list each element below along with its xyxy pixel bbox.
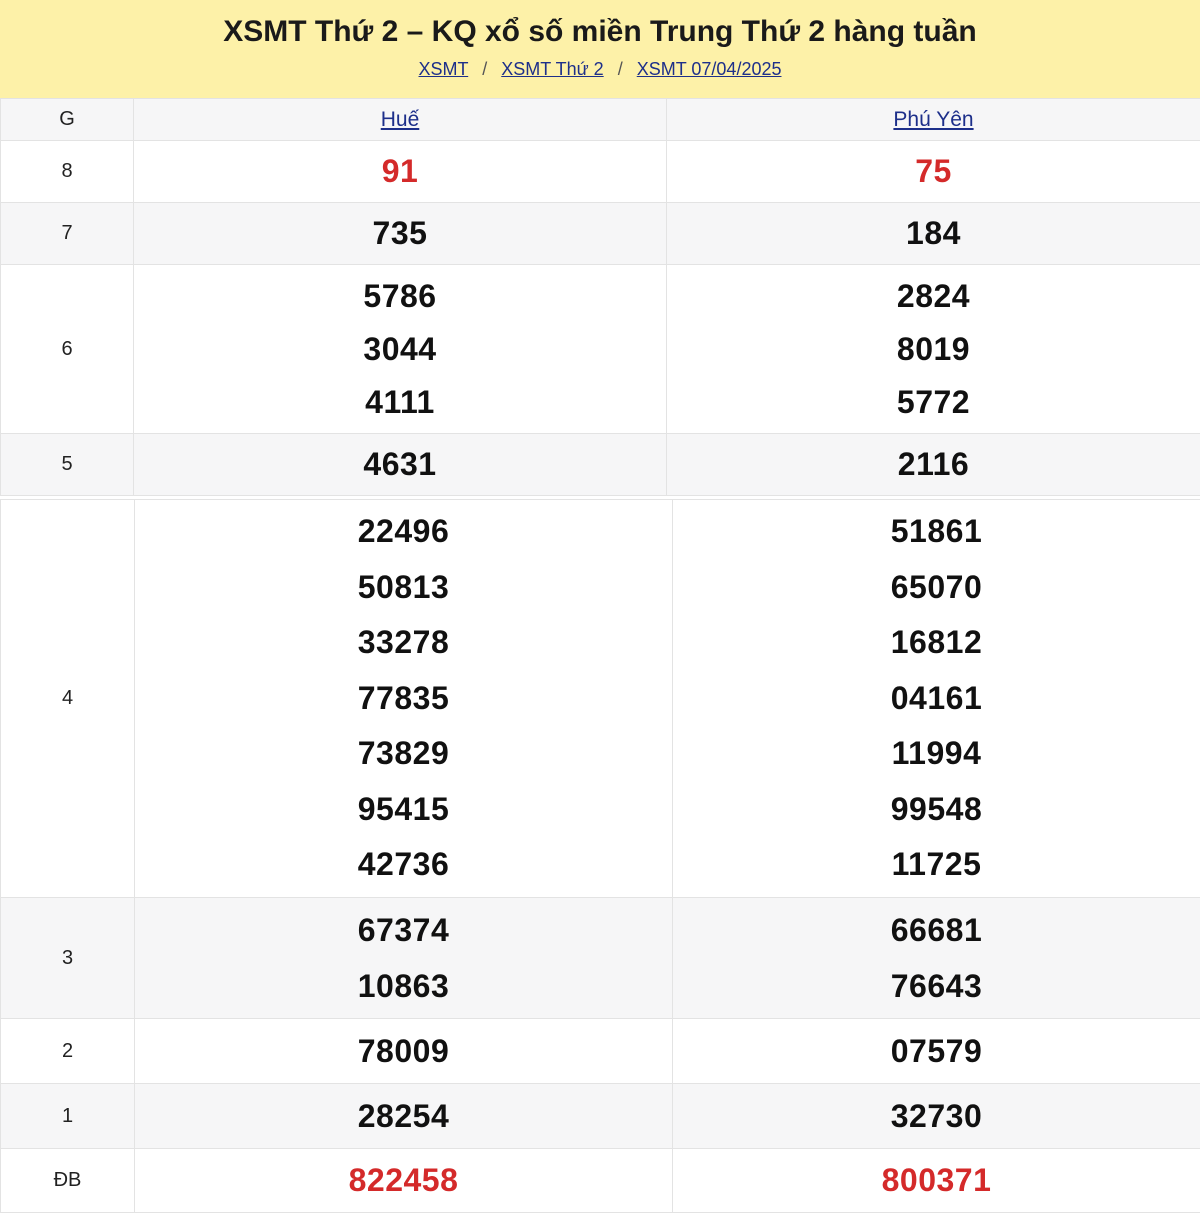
breadcrumb-xsmt-date[interactable]: XSMT 07/04/2025 (636, 59, 782, 79)
result-hue: 4111 (365, 383, 435, 420)
result-phu-yen: 04161 (890, 679, 983, 716)
prize-label: ĐB (1, 1149, 135, 1213)
result-phu-yen: 65070 (890, 568, 983, 605)
prize-row-6 (1, 265, 1200, 434)
results-hue (134, 265, 667, 434)
province-link-hue[interactable]: Huế (380, 107, 420, 131)
result-hue: 22496 (357, 512, 450, 549)
prize-row-2 (1, 1019, 1200, 1084)
results-hue (135, 898, 673, 1019)
province-link-phu-yen[interactable]: Phú Yên (893, 107, 974, 131)
result-phu-yen: 32730 (673, 1084, 1200, 1149)
result-phu-yen: 76643 (890, 968, 983, 1004)
prize-row-7 (1, 203, 1200, 265)
result-hue: 78009 (135, 1019, 673, 1084)
result-phu-yen: 11725 (891, 846, 982, 883)
prize-label: 8 (1, 141, 134, 203)
results-phu-yen (673, 898, 1200, 1019)
province-header-hue (134, 99, 667, 141)
result-phu-yen: 99548 (890, 790, 983, 827)
result-hue: 735 (134, 203, 667, 265)
result-hue: 77835 (357, 679, 450, 716)
result-hue: 67374 (357, 912, 450, 948)
result-phu-yen: 66681 (890, 912, 983, 948)
prize-row-special (1, 1149, 1200, 1213)
prize-label: 5 (1, 434, 134, 496)
result-phu-yen: 11994 (891, 735, 982, 772)
prize-row-8 (1, 141, 1200, 203)
prize-row-5 (1, 434, 1200, 496)
results-hue (135, 500, 673, 898)
result-phu-yen: 8019 (896, 330, 971, 367)
breadcrumb-separator: / (617, 59, 623, 79)
result-hue: 4631 (134, 434, 667, 496)
result-phu-yen: 16812 (890, 624, 983, 661)
result-phu-yen: 800371 (673, 1149, 1200, 1213)
results-table-upper (0, 98, 1200, 496)
result-hue: 91 (134, 141, 667, 203)
result-hue: 28254 (135, 1084, 673, 1149)
results-phu-yen (667, 265, 1200, 434)
page-title: XSMT Thứ 2 – KQ xổ số miền Trung Thứ 2 hàng tuần (223, 15, 977, 48)
result-phu-yen: 5772 (896, 383, 971, 420)
results-table-lower (0, 499, 1200, 1213)
breadcrumb-xsmt-thu-2[interactable]: XSMT Thứ 2 (501, 59, 604, 79)
prize-label: 3 (1, 898, 135, 1019)
result-phu-yen: 75 (667, 141, 1200, 203)
result-hue: 5786 (363, 277, 437, 314)
page-header (0, 0, 1200, 98)
result-hue: 95415 (357, 790, 450, 827)
prize-row-4 (1, 500, 1200, 898)
result-hue: 33278 (357, 624, 450, 661)
province-header-phu-yen (667, 99, 1200, 141)
result-phu-yen: 184 (667, 203, 1200, 265)
result-hue: 50813 (357, 568, 450, 605)
prize-label: 6 (1, 265, 134, 434)
result-phu-yen: 07579 (673, 1019, 1200, 1084)
prize-label: 4 (1, 500, 135, 898)
result-hue: 42736 (357, 846, 450, 883)
breadcrumb-xsmt[interactable]: XSMT (418, 59, 469, 79)
prize-label: 2 (1, 1019, 135, 1084)
prize-row-3 (1, 898, 1200, 1019)
result-hue: 10863 (357, 968, 450, 1004)
breadcrumb (0, 58, 1200, 80)
result-phu-yen: 51861 (890, 512, 983, 549)
result-hue: 73829 (357, 735, 450, 772)
results-phu-yen (673, 500, 1200, 898)
result-phu-yen: 2116 (667, 434, 1200, 496)
result-hue: 822458 (135, 1149, 673, 1213)
prize-label: 1 (1, 1084, 135, 1149)
prize-row-1 (1, 1084, 1200, 1149)
prize-column-header: G (1, 99, 134, 141)
result-hue: 3044 (363, 330, 437, 367)
result-phu-yen: 2824 (896, 277, 971, 314)
breadcrumb-separator: / (482, 59, 488, 79)
table-header-row (1, 99, 1200, 141)
prize-label: 7 (1, 203, 134, 265)
